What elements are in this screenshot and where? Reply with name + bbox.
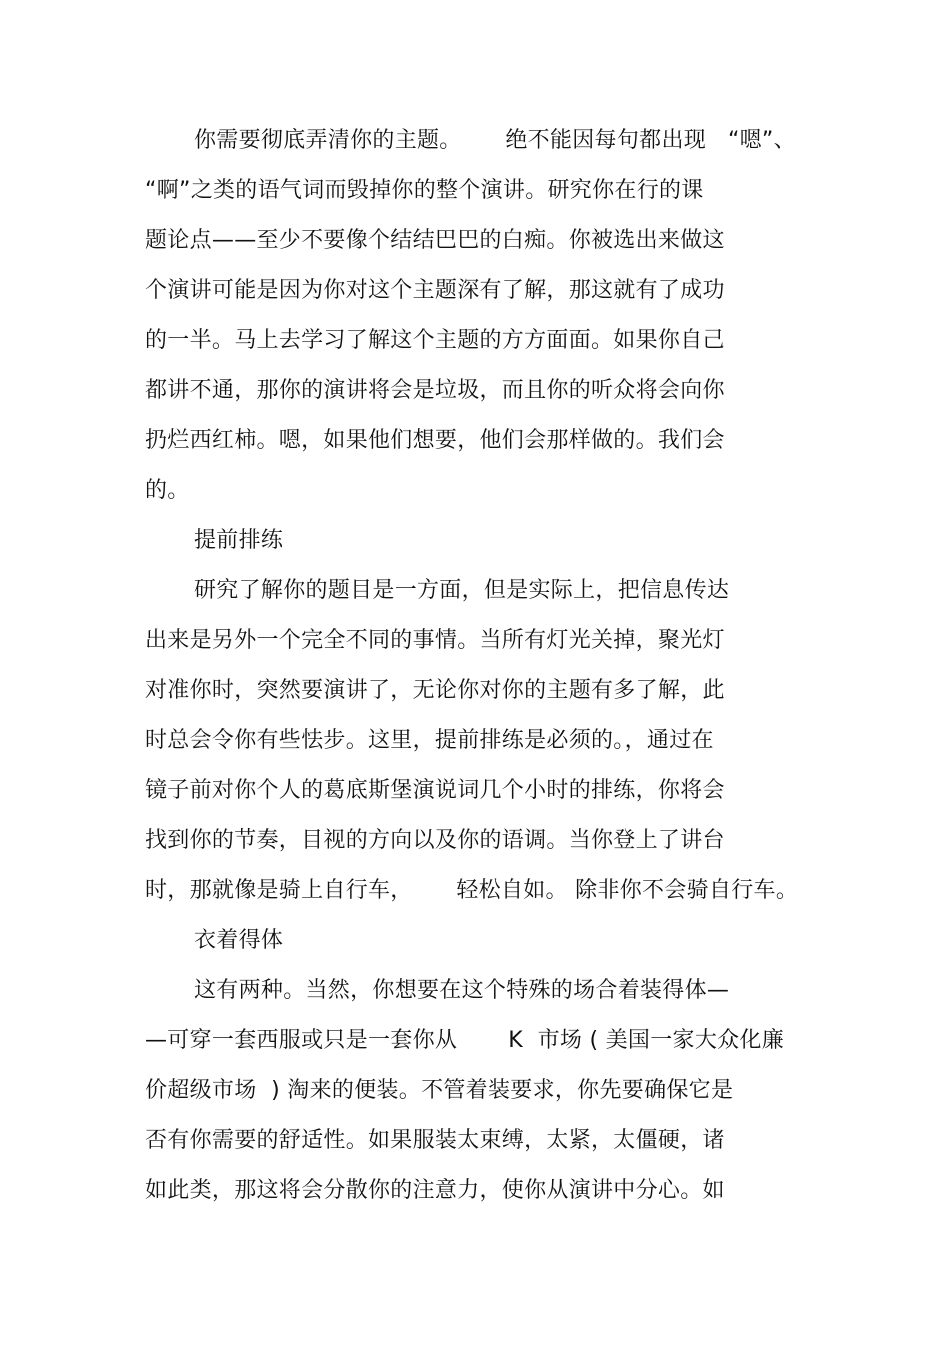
paragraph-1-line-7: 扔烂西红柿。嗯，如果他们想要，他们会那样做的。我们会 <box>145 428 725 453</box>
paragraph-3-line-5: 如此类，那这将会分散你的注意力，使你从演讲中分心。如 <box>145 1178 725 1203</box>
paragraph-1-line-8: 的。 <box>145 478 190 503</box>
paragraph-2-line-7: 时，那就像是骑上自行车， 轻松自如。 除非你不会骑自行车。 <box>145 878 799 903</box>
paragraph-1-line-3: 题论点——至少不要像个结结巴巴的白痴。你被选出来做这 <box>145 228 725 253</box>
paragraph-3-line-2: —可穿一套西服或只是一套你从 K 市场 ( 美国一家大众化廉 <box>145 1028 785 1053</box>
paragraph-3-line-4: 否有你需要的舒适性。如果服装太束缚，太紧，太僵硬，诸 <box>145 1128 725 1153</box>
paragraph-1-line-4: 个演讲可能是因为你对这个主题深有了解，那这就有了成功 <box>145 278 725 303</box>
paragraph-2-line-5: 镜子前对你个人的葛底斯堡演说词几个小时的排练，你将会 <box>145 778 725 803</box>
paragraph-2-line-2: 出来是另外一个完全不同的事情。当所有灯光关掉，聚光灯 <box>145 628 725 653</box>
paragraph-1-line-5: 的一半。马上去学习了解这个主题的方方面面。如果你自己 <box>145 328 725 353</box>
paragraph-1-line-1: 你需要彻底弄清你的主题。 绝不能因每句都出现 “嗯”、 <box>194 128 796 153</box>
paragraph-2-line-3: 对准你时，突然要演讲了，无论你对你的主题有多了解，此 <box>145 678 725 703</box>
paragraph-1-line-6: 都讲不通，那你的演讲将会是垃圾，而且你的听众将会向你 <box>145 378 725 403</box>
paragraph-2-line-1: 研究了解你的题目是一方面，但是实际上，把信息传达 <box>194 578 730 603</box>
paragraph-2-line-4: 时总会令你有些怯步。这里，提前排练是必须的。，通过在 <box>145 728 714 753</box>
paragraph-1-line-2: “啊”之类的语气词而毁掉你的整个演讲。研究你在行的课 <box>145 178 704 203</box>
paragraph-3-line-1: 这有两种。当然，你想要在这个特殊的场合着装得体— <box>194 978 730 1003</box>
section-heading-rehearse: 提前排练 <box>194 528 284 553</box>
section-heading-dress: 衣着得体 <box>194 928 284 953</box>
paragraph-2-line-6: 找到你的节奏，目视的方向以及你的语调。当你登上了讲台 <box>145 828 725 853</box>
paragraph-3-line-3: 价超级市场 ) 淘来的便装。不管着装要求，你先要确保它是 <box>145 1078 734 1103</box>
